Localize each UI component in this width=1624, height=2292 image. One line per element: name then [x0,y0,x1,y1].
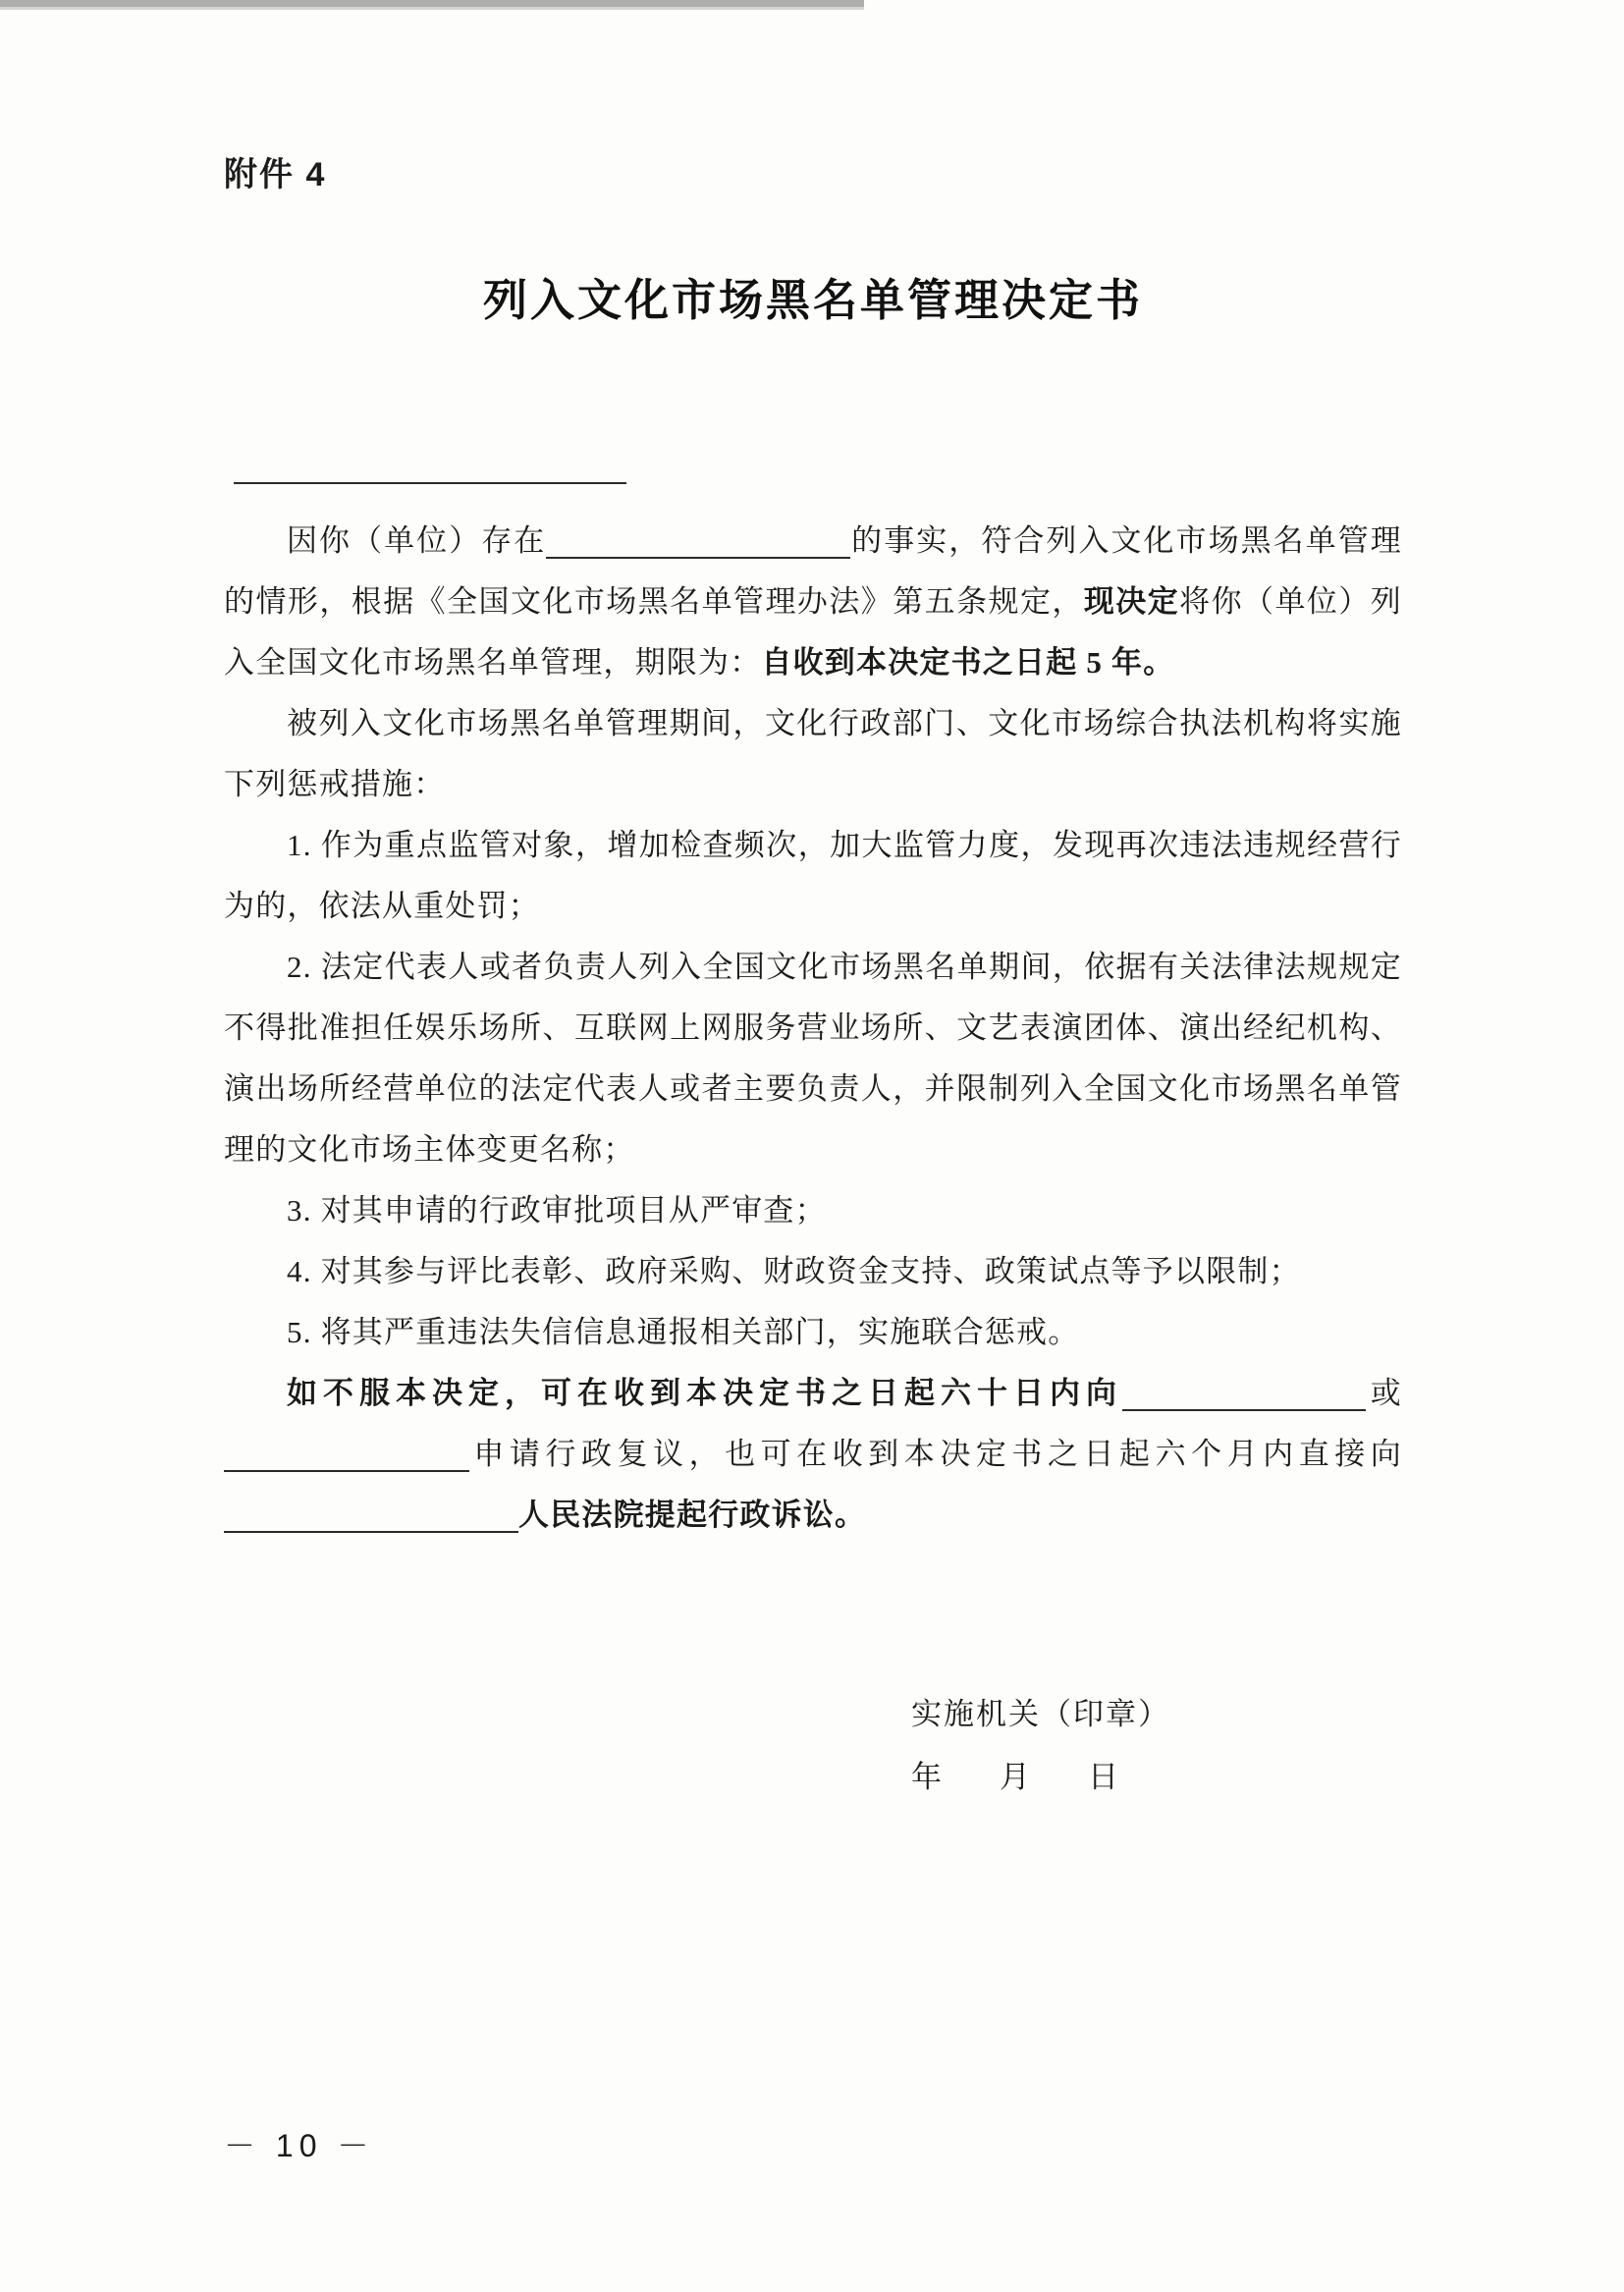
decision-emphasis-2: 自收到本决定书之日起 5 年。 [761,645,1175,680]
measure-item-1: 1. 作为重点监管对象，增加检查频次，加大监管力度，发现再次违法违规经营行为的，依法从重处罚； [224,828,1402,923]
measure-item-5: 5. 将其严重违法失信信息通报相关部门，实施联合惩戒。 [287,1315,1080,1349]
document-content [224,147,1402,1809]
date-day-label: 日 [1088,1760,1119,1794]
paragraph-appeal [224,1363,1402,1546]
appeal-text-b: 或 [1366,1376,1402,1410]
decision-text-a: 因你（单位）存在 [287,523,547,558]
court-blank[interactable] [224,1496,518,1533]
scan-edge-artifact-secondary [0,7,864,10]
appeal-authority-blank-2[interactable] [224,1435,469,1472]
appeal-text-c: 申请行政复议，也可在收到本决定书之日起六个月内直接向 [469,1437,1402,1471]
document-body [224,436,1402,1546]
attachment-label: 附件 4 [224,156,327,193]
decision-text-b: 的事实，符合列入文化市场黑名单管理的情形，根据《全国文化市场黑名单管理办法》第五条规定， [224,523,1402,619]
measure-item-3: 3. 对其申请的行政审批项目从严审查； [287,1193,827,1228]
paragraph-decision [224,511,1402,693]
date-year-label: 年 [911,1760,943,1794]
signature-block [911,1683,1402,1809]
page-title: 列入文化市场黑名单管理决定书 [482,275,1143,325]
signature-date [911,1746,1402,1809]
date-month-label: 月 [1000,1760,1031,1794]
addressee-line [234,436,1402,497]
measure-item-2: 2. 法定代表人或者负责人列入全国文化市场黑名单期间，依据有关法律法规规定不得批准担任娱乐场所、互联网上网服务营业场所、文艺表演团体、演出经纪机构、演出场所经营单位的法定代表人或者主要负责人，并限制列入全国文化市场黑名单管理的文化市场主体变更名称； [224,950,1402,1167]
appeal-text-d: 人民法院提起行政诉讼。 [518,1498,867,1532]
appeal-text-a: 如不服本决定，可在收到本决定书之日起六十日内向 [287,1376,1122,1410]
appeal-authority-blank-1[interactable] [1122,1374,1366,1411]
issuing-authority: 实施机关（印章） [911,1697,1170,1731]
paragraph-measures-intro: 被列入文化市场黑名单管理期间，文化行政部门、文化市场综合执法机构将实施下列惩戒措施： [224,706,1402,801]
page-number: － 10 － [224,2128,375,2163]
decision-emphasis-1: 现决定 [1083,584,1180,619]
decision-text-c: 将你（单位）列入全国文化市场黑名单管理，期限为： [224,584,1403,680]
fact-blank[interactable] [546,521,850,559]
scan-edge-artifact [0,0,864,7]
measure-item-4: 4. 对其参与评比表彰、政府采购、财政资金支持、政策试点等予以限制； [287,1254,1301,1288]
addressee-blank[interactable] [234,447,626,484]
